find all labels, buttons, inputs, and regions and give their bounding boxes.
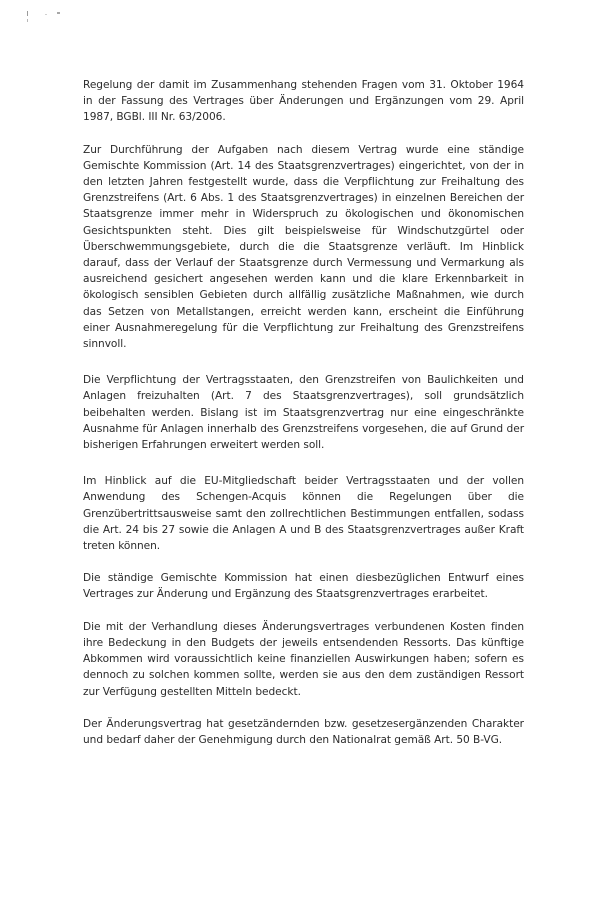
paragraph-gemischte-kommission: Zur Durchführung der Aufgaben nach diesem Vertrag wurde eine ständige Gemischte Kommission (Art. 14 des Staatsgrenzvertrages) eingerichtet, von der in den letzten Jahren festgestellt wurde, dass die Verpflichtung zur Freihaltung des Grenzstreifens (Art. 6 Abs. 1 des Staatsgrenzvertrages) in einzelnen Bereichen der Staatsgrenze immer mehr in Widerspruch zu ökologischen und ökonomischen Gesichtspunkten steht. Dies gilt beispielsweise für Windschutzgürtel oder Überschwemmungsgebiete, durch die die Staatsgrenze verläuft. Im Hinblick darauf, dass der Verlauf der Staatsgrenze durch Vermessung und Vermarkung als ausreichend gesichert angesehen werden kann und die klare Erkennbarkeit in ökologisch sensiblen Gebieten durch allfällig zusätzliche Maßnahmen, wie durch das Setzen von Metallstangen, erreicht werden kann, erscheint die Einführung einer Ausnahmeregelung für die Verpflichtung zur Freihaltung des Grenzstreifens sinnvoll. xyxy=(83,143,524,351)
paragraph-genehmigung: Der Änderungsvertrag hat gesetzändernden bzw. gesetzesergänzenden Charakter und bedarf daher der Genehmigung durch den Nationalrat gemäß Art. 50 B-VG. xyxy=(83,717,524,746)
paragraph-entwurf: Die ständige Gemischte Kommission hat einen diesbezüglichen Entwurf eines Vertrages zur Änderung und Ergänzung des Staatsgrenzvertrages erarbeitet. xyxy=(83,572,524,601)
paragraph-eu-mitgliedschaft: Im Hinblick auf die EU-Mitgliedschaft beider Vertragsstaaten und der vollen Anwendung des Schengen-Acquis können die Regelungen über die Grenzübertrittsausweise samt den zollrechtlichen Bestimmungen entfallen, sodass die Art. 24 bis 27 sowie die Anlagen A und B des Staatsgrenzvertrages außer Kraft treten können. xyxy=(83,475,524,553)
scan-mark xyxy=(57,12,60,14)
scan-mark xyxy=(27,11,28,16)
scan-mark xyxy=(45,14,47,15)
scan-artifact-marks xyxy=(24,8,64,24)
paragraph-regelung-continuation: Regelung der damit im Zusammenhang stehenden Fragen vom 31. Oktober 1964 in der Fassung des Vertrages über Änderungen und Ergänzungen vom 29. April 1987, BGBl. III Nr. 63/2006. xyxy=(83,79,524,124)
document-body xyxy=(83,77,524,748)
scan-mark xyxy=(27,19,28,22)
paragraph-kosten: Die mit der Verhandlung dieses Änderungsvertrages verbundenen Kosten finden ihre Bedeckung in den Budgets der jeweils entsendenden Ressorts. Das künftige Abkommen wird voraussichtlich keine finanziellen Auswirkungen haben; sofern es dennoch zu solchen kommen sollte, werden sie aus den dem zuständigen Ressort zur Verfügung gestellten Mitteln bedeckt. xyxy=(83,620,524,698)
paragraph-verpflichtung-vertragsstaaten: Die Verpflichtung der Vertragsstaaten, den Grenzstreifen von Baulichkeiten und Anlagen freizuhalten (Art. 7 des Staatsgrenzvertrages), soll grundsätzlich beibehalten werden. Bislang ist im Staatsgrenzvertrag nur eine eingeschränkte Ausnahme für Anlagen innerhalb des Grenzstreifens vorgesehen, die auf Grund der bisherigen Erfahrungen erweitert werden soll. xyxy=(83,374,524,452)
